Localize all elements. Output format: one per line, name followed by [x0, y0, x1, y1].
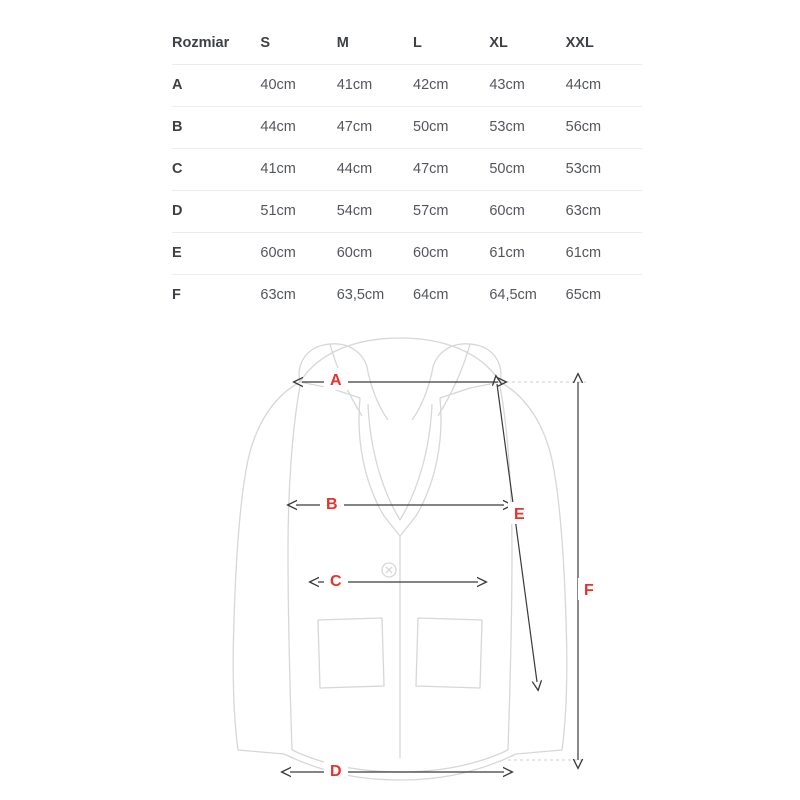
cell-e-xxl: 61cm [566, 232, 642, 274]
cell-b-xl: 53cm [489, 106, 565, 148]
cell-c-xxl: 53cm [566, 148, 642, 190]
row-label-f: F [172, 287, 181, 304]
label-e: E [514, 506, 525, 523]
cell-a-xl: 43cm [489, 64, 565, 106]
column-header-xxl: XXL [566, 22, 642, 64]
cell-c-xl: 50cm [489, 148, 565, 190]
cell-b-m: 47cm [337, 106, 413, 148]
cell-b-s: 44cm [260, 106, 336, 148]
cell-d-xl: 60cm [489, 190, 565, 232]
label-d: D [330, 763, 342, 780]
cell-e-s: 60cm [260, 232, 336, 274]
cell-c-l: 47cm [413, 148, 489, 190]
cell-a-xxl: 44cm [566, 64, 642, 106]
cell-e-l: 60cm [413, 232, 489, 274]
diagram-guide-lines [500, 382, 586, 760]
row-label-a: A [172, 64, 260, 106]
row-label-e: E [172, 232, 260, 274]
row-label-d: D [172, 190, 260, 232]
table-header-row [172, 22, 642, 64]
table-row [172, 232, 642, 274]
cell-f-l: 64cm [413, 287, 449, 304]
cell-d-m: 54cm [337, 190, 413, 232]
table-row [172, 274, 642, 316]
label-b: B [326, 496, 338, 513]
column-header-xl: XL [489, 22, 565, 64]
measure-line-e [497, 384, 537, 682]
cell-a-s: 40cm [260, 64, 336, 106]
cell-f-xl: 64,5cm [489, 287, 537, 304]
label-c: C [330, 573, 342, 590]
column-header-s: S [260, 22, 336, 64]
cell-d-xxl: 63cm [566, 190, 642, 232]
table-row [172, 64, 642, 106]
label-a: A [330, 372, 342, 389]
row-label-c: C [172, 148, 260, 190]
cell-e-xl: 61cm [489, 232, 565, 274]
table-corner-label: Rozmiar [172, 22, 260, 64]
size-table [172, 22, 642, 316]
garment-measurement-diagram [0, 320, 800, 800]
cell-b-xxl: 56cm [566, 106, 642, 148]
row-label-b: B [172, 106, 260, 148]
table-row [172, 148, 642, 190]
column-header-l: L [413, 22, 489, 64]
cell-f-m: 63,5cm [336, 287, 385, 304]
cell-e-m: 60cm [337, 232, 413, 274]
cell-c-m: 44cm [337, 148, 413, 190]
cell-d-l: 57cm [413, 190, 489, 232]
cell-a-l: 42cm [413, 64, 489, 106]
cell-d-s: 51cm [260, 190, 336, 232]
cell-b-l: 50cm [413, 106, 489, 148]
cell-f-s: 63cm [260, 287, 296, 304]
cell-a-m: 41cm [337, 64, 413, 106]
measurement-labels [320, 368, 602, 781]
cell-c-s: 41cm [260, 148, 336, 190]
table-row [172, 190, 642, 232]
label-f: F [584, 582, 594, 599]
table-row [172, 106, 642, 148]
garment-outline [233, 338, 567, 780]
column-header-m: M [337, 22, 413, 64]
cell-f-xxl: 65cm [565, 287, 602, 304]
